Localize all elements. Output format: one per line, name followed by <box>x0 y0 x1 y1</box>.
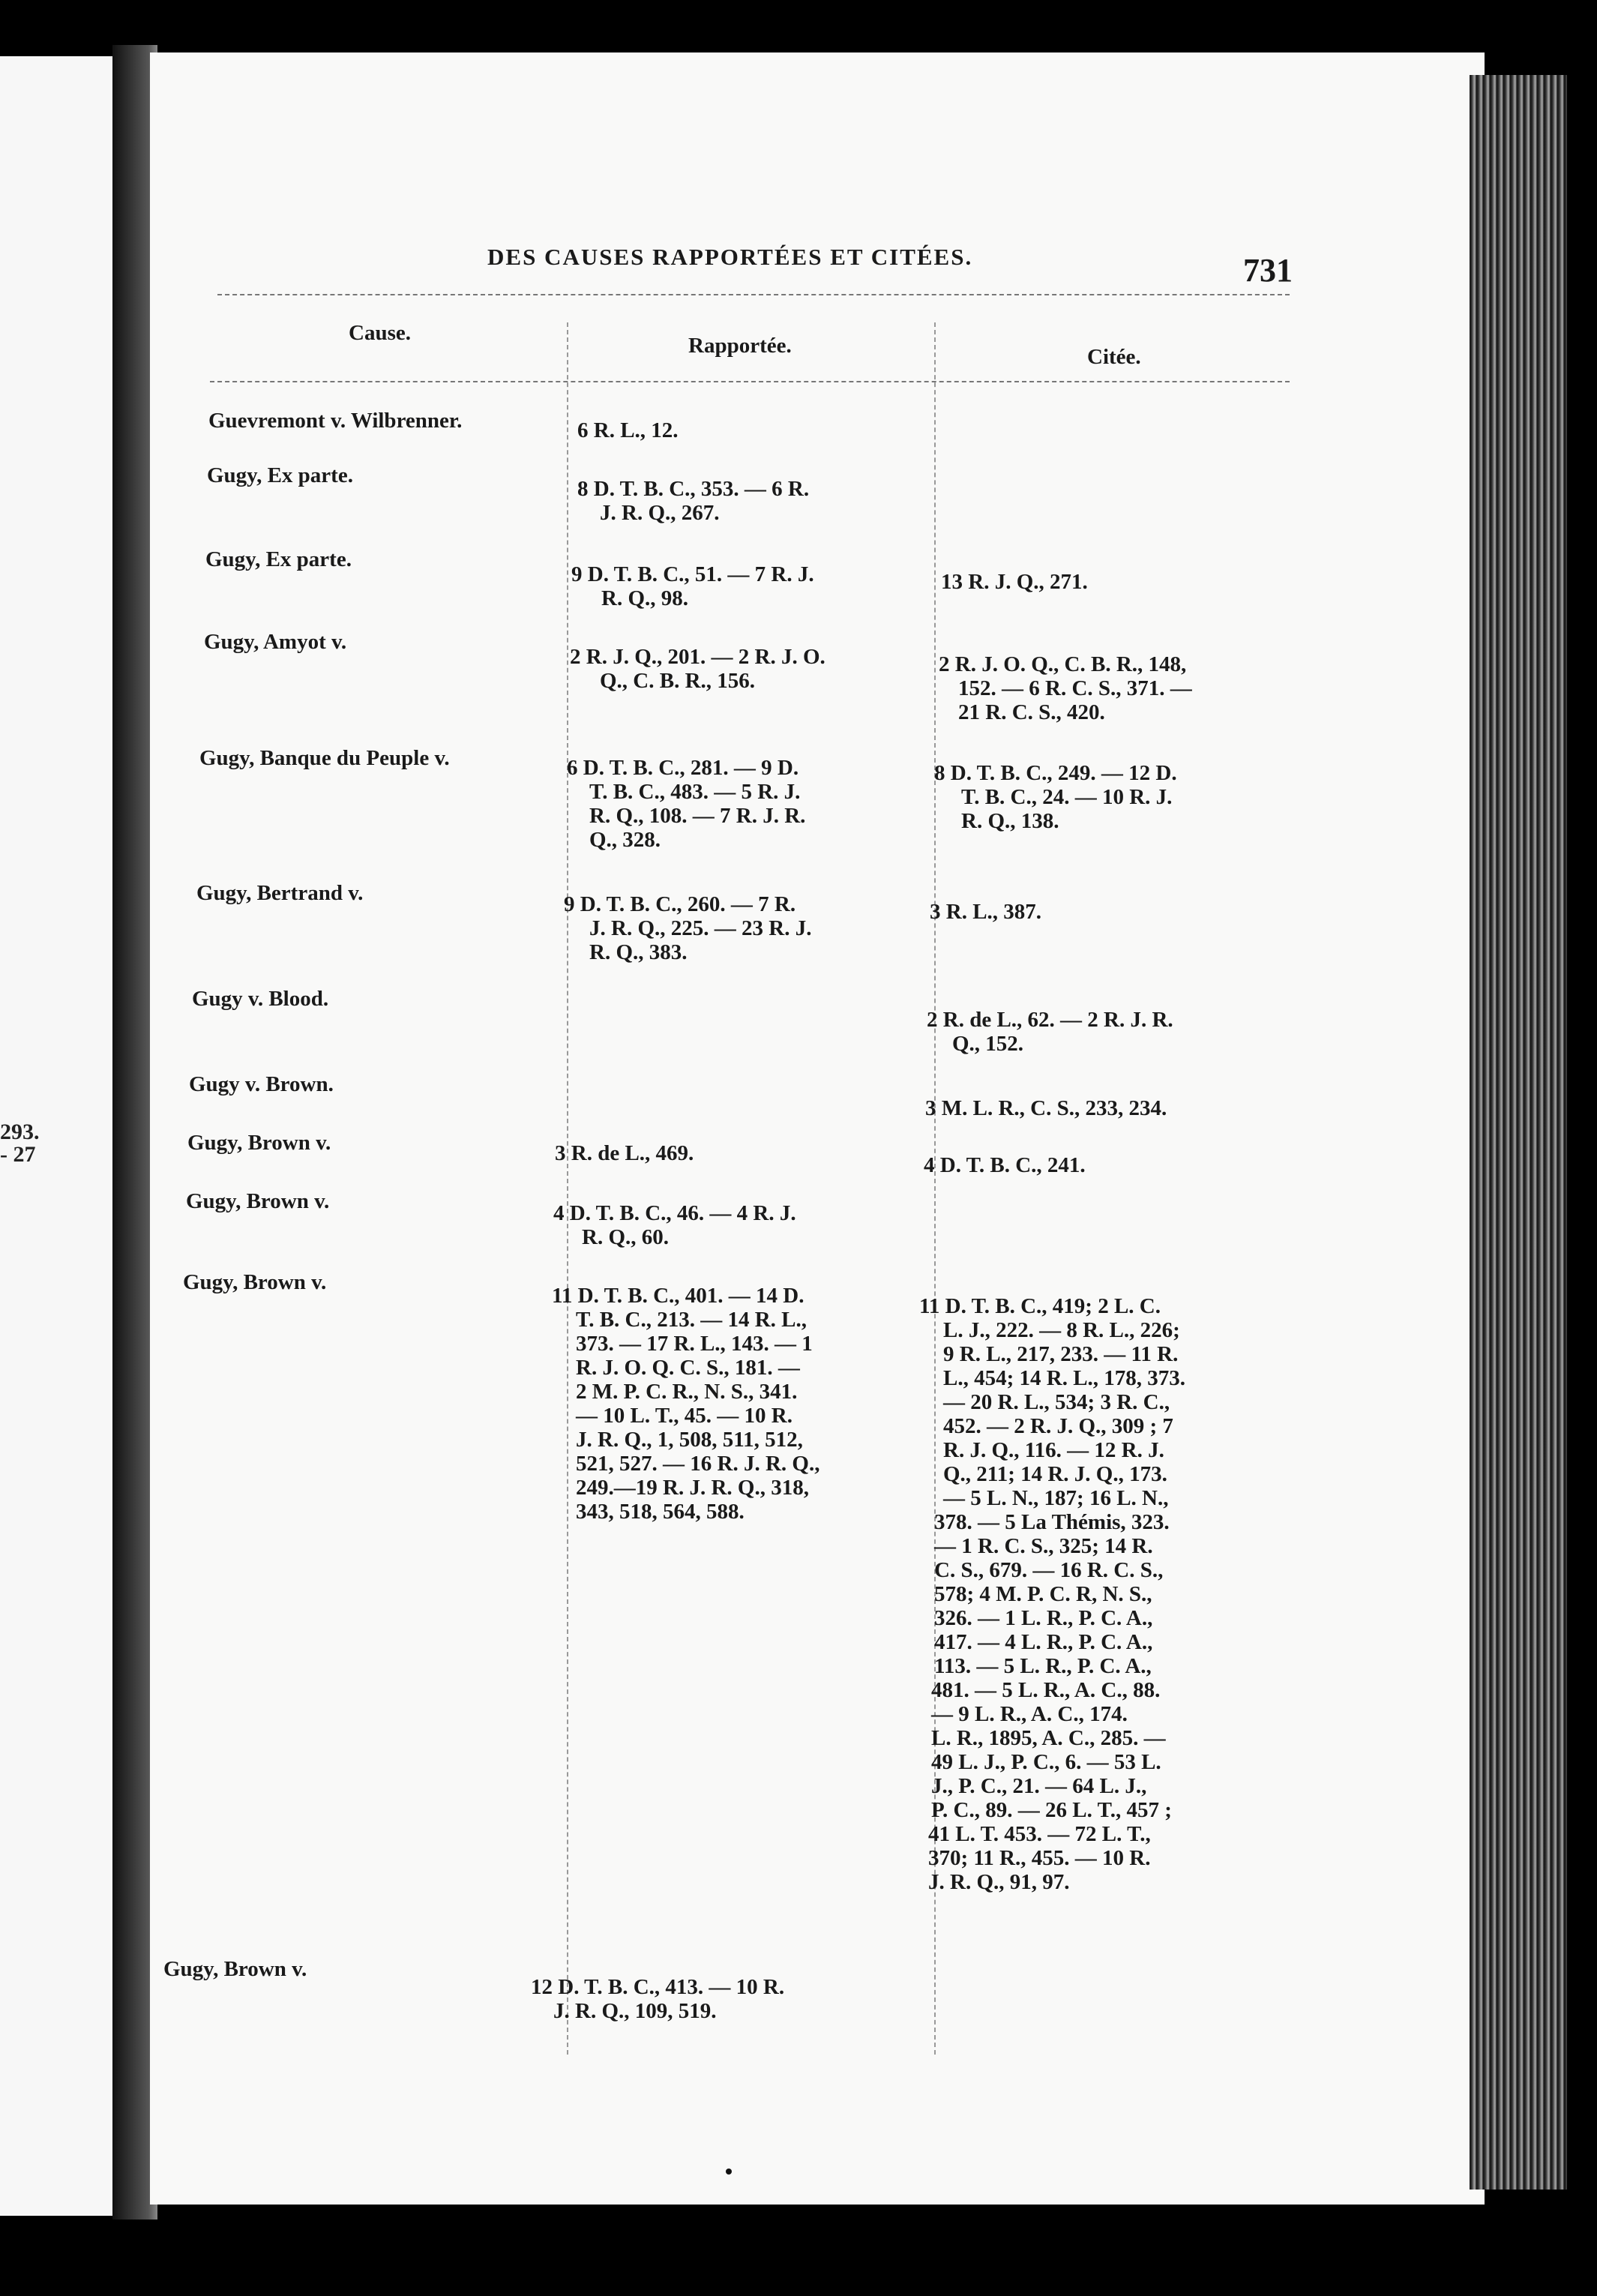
case-name: Gugy, Bertrand v. <box>196 881 364 905</box>
citation-line: 370; 11 R., 455. — 10 R. <box>928 1846 1151 1870</box>
citation-line: — 10 L. T., 45. — 10 R. <box>576 1404 793 1428</box>
citation-line: 4 D. T. B. C., 241. <box>924 1153 1086 1177</box>
citee-citation <box>925 1096 1167 1120</box>
citation-line: R. J. Q., 116. — 12 R. J. <box>943 1438 1164 1462</box>
citation-line: R. Q., 98. <box>601 586 688 610</box>
rapportee-citation <box>567 756 805 852</box>
citation-line: J. R. Q., 109, 519. <box>553 1999 717 2023</box>
citation-line: J. R. Q., 1, 508, 511, 512, <box>576 1428 803 1452</box>
citation-line: 481. — 5 L. R., A. C., 88. <box>931 1678 1161 1702</box>
case-name: Gugy, Banque du Peuple v. <box>199 746 450 770</box>
case-name: Gugy v. Brown. <box>189 1072 334 1096</box>
facing-page-fragment: - 27 <box>0 1142 36 1167</box>
citation-line: Q., 328. <box>589 828 661 852</box>
rapportee-citation <box>577 418 679 442</box>
citation-line: Q., C. B. R., 156. <box>600 669 756 693</box>
citation-line: 4 D. T. B. C., 46. — 4 R. J. <box>553 1201 796 1225</box>
rapportee-citation <box>555 1141 694 1165</box>
rapportee-citation <box>571 562 814 610</box>
citation-line: 152. — 6 R. C. S., 371. — <box>958 676 1192 700</box>
citation-line: — 9 L. R., A. C., 174. <box>931 1702 1128 1726</box>
rapportee-citation <box>577 477 809 525</box>
citation-line: 378. — 5 La Thémis, 323. <box>934 1510 1170 1534</box>
citation-line: 417. — 4 L. R., P. C. A., <box>934 1630 1153 1654</box>
facing-page-fragment: 293. <box>0 1120 40 1144</box>
citation-line: 3 R. de L., 469. <box>555 1141 694 1165</box>
case-name: Gugy, Brown v. <box>183 1270 327 1294</box>
page-mark <box>726 2169 732 2175</box>
citation-line: 9 D. T. B. C., 260. — 7 R. <box>564 892 796 916</box>
case-name: Gugy, Amyot v. <box>204 630 347 654</box>
case-name: Gugy, Ex parte. <box>207 463 353 487</box>
citation-line: 2 R. J. O. Q., C. B. R., 148, <box>939 652 1187 676</box>
citation-line: R. Q., 383. <box>589 940 688 964</box>
citation-line: 8 D. T. B. C., 249. — 12 D. <box>934 761 1177 785</box>
citation-line: 3 R. L., 387. <box>930 900 1042 924</box>
citation-line: 8 D. T. B. C., 353. — 6 R. <box>577 477 810 501</box>
citation-line: R. J. O. Q. C. S., 181. — <box>576 1356 800 1380</box>
column-header-citee: Citée. <box>1087 345 1141 369</box>
page-edge-stack <box>1470 75 1567 2190</box>
citation-line: T. B. C., 213. — 14 R. L., <box>576 1308 807 1332</box>
citation-line: — 5 L. N., 187; 16 L. N., <box>943 1486 1169 1510</box>
citation-line: — 20 R. L., 534; 3 R. C., <box>943 1390 1170 1414</box>
citee-citation <box>930 900 1041 924</box>
citation-line: J. R. Q., 225. — 23 R. J. <box>589 916 812 940</box>
citation-line: 9 R. L., 217, 233. — 11 R. <box>943 1342 1179 1366</box>
citation-line: R. Q., 108. — 7 R. J. R. <box>589 804 806 828</box>
citation-line: 452. — 2 R. J. Q., 309 ; 7 <box>943 1414 1173 1438</box>
rapportee-citation <box>531 1975 784 2023</box>
rapportee-citation <box>552 1284 819 1524</box>
running-header: DES CAUSES RAPPORTÉES ET CITÉES. <box>487 244 973 270</box>
citation-line: 41 L. T. 453. — 72 L. T., <box>928 1822 1151 1846</box>
citation-line: 2 R. de L., 62. — 2 R. J. R. <box>927 1008 1173 1032</box>
citation-line: L. R., 1895, A. C., 285. — <box>931 1726 1166 1750</box>
citation-line: 521, 527. — 16 R. J. R. Q., <box>576 1452 820 1476</box>
case-name: Guevremont v. Wilbrenner. <box>208 409 463 433</box>
case-name: Gugy, Brown v. <box>187 1131 331 1155</box>
citation-line: C. S., 679. — 16 R. C. S., <box>934 1558 1164 1582</box>
citation-line: 13 R. J. Q., 271. <box>941 570 1088 594</box>
citation-line: 578; 4 M. P. C. R, N. S., <box>934 1582 1152 1606</box>
citation-line: 49 L. J., P. C., 6. — 53 L. <box>931 1750 1161 1774</box>
case-name: Gugy, Ex parte. <box>205 547 352 571</box>
case-name: Gugy, Brown v. <box>186 1189 330 1213</box>
citee-citation <box>934 761 1177 833</box>
citation-line: R. Q., 60. <box>582 1225 669 1249</box>
citee-citation <box>941 570 1088 594</box>
citation-line: 21 R. C. S., 420. <box>958 700 1105 724</box>
book-page <box>150 52 1485 2205</box>
citation-line: 9 D. T. B. C., 51. — 7 R. J. <box>571 562 814 586</box>
citation-line: 343, 518, 564, 588. <box>576 1500 745 1524</box>
citation-line: 2 R. J. Q., 201. — 2 R. J. O. <box>570 645 825 669</box>
case-name: Gugy v. Blood. <box>192 987 329 1011</box>
citation-line: 12 D. T. B. C., 413. — 10 R. <box>531 1975 785 1999</box>
citation-line: R. Q., 138. <box>961 809 1059 833</box>
citation-line: P. C., 89. — 26 L. T., 457 ; <box>931 1798 1172 1822</box>
citation-line: J., P. C., 21. — 64 L. J., <box>931 1774 1147 1798</box>
citee-citation <box>927 1008 1173 1056</box>
rapportee-citation <box>564 892 811 964</box>
citation-line: T. B. C., 483. — 5 R. J. <box>589 780 801 804</box>
facing-page-edge <box>0 56 112 2216</box>
citation-line: 113. — 5 L. R., P. C. A., <box>934 1654 1152 1678</box>
citation-line: 2 M. P. C. R., N. S., 341. <box>576 1380 798 1404</box>
page-number: 731 <box>1243 252 1293 289</box>
citation-line: 373. — 17 R. L., 143. — 1 <box>576 1332 813 1356</box>
citation-line: 6 R. L., 12. <box>577 418 679 442</box>
citation-line: 326. — 1 L. R., P. C. A., <box>934 1606 1153 1630</box>
citee-citation <box>939 652 1192 724</box>
citation-line: J. R. Q., 267. <box>600 501 720 525</box>
citation-line: J. R. Q., 91, 97. <box>928 1870 1070 1894</box>
column-header-cause: Cause. <box>349 321 411 345</box>
citee-citation <box>924 1153 1086 1177</box>
rapportee-citation <box>570 645 825 693</box>
citation-line: 249.—19 R. J. R. Q., 318, <box>576 1476 809 1500</box>
citation-line: 3 M. L. R., C. S., 233, 234. <box>925 1096 1167 1120</box>
column-divider <box>567 322 568 2055</box>
citation-line: 11 D. T. B. C., 401. — 14 D. <box>552 1284 804 1308</box>
header-rule <box>217 294 1290 295</box>
column-header-rapportee: Rapportée. <box>688 334 792 358</box>
citation-line: Q., 152. <box>952 1032 1024 1056</box>
rapportee-citation <box>553 1201 796 1249</box>
column-header-rule <box>210 381 1290 382</box>
citation-line: L. J., 222. — 8 R. L., 226; <box>943 1318 1180 1342</box>
case-name: Gugy, Brown v. <box>163 1957 307 1981</box>
citation-line: Q., 211; 14 R. J. Q., 173. <box>943 1462 1167 1486</box>
citation-line: L., 454; 14 R. L., 178, 373. <box>943 1366 1186 1390</box>
citation-line: — 1 R. C. S., 325; 14 R. <box>934 1534 1153 1558</box>
citation-line: 11 D. T. B. C., 419; 2 L. C. <box>919 1294 1161 1318</box>
citation-line: T. B. C., 24. — 10 R. J. <box>961 785 1173 809</box>
citee-citation <box>919 1294 1185 1894</box>
citation-line: 6 D. T. B. C., 281. — 9 D. <box>567 756 799 780</box>
